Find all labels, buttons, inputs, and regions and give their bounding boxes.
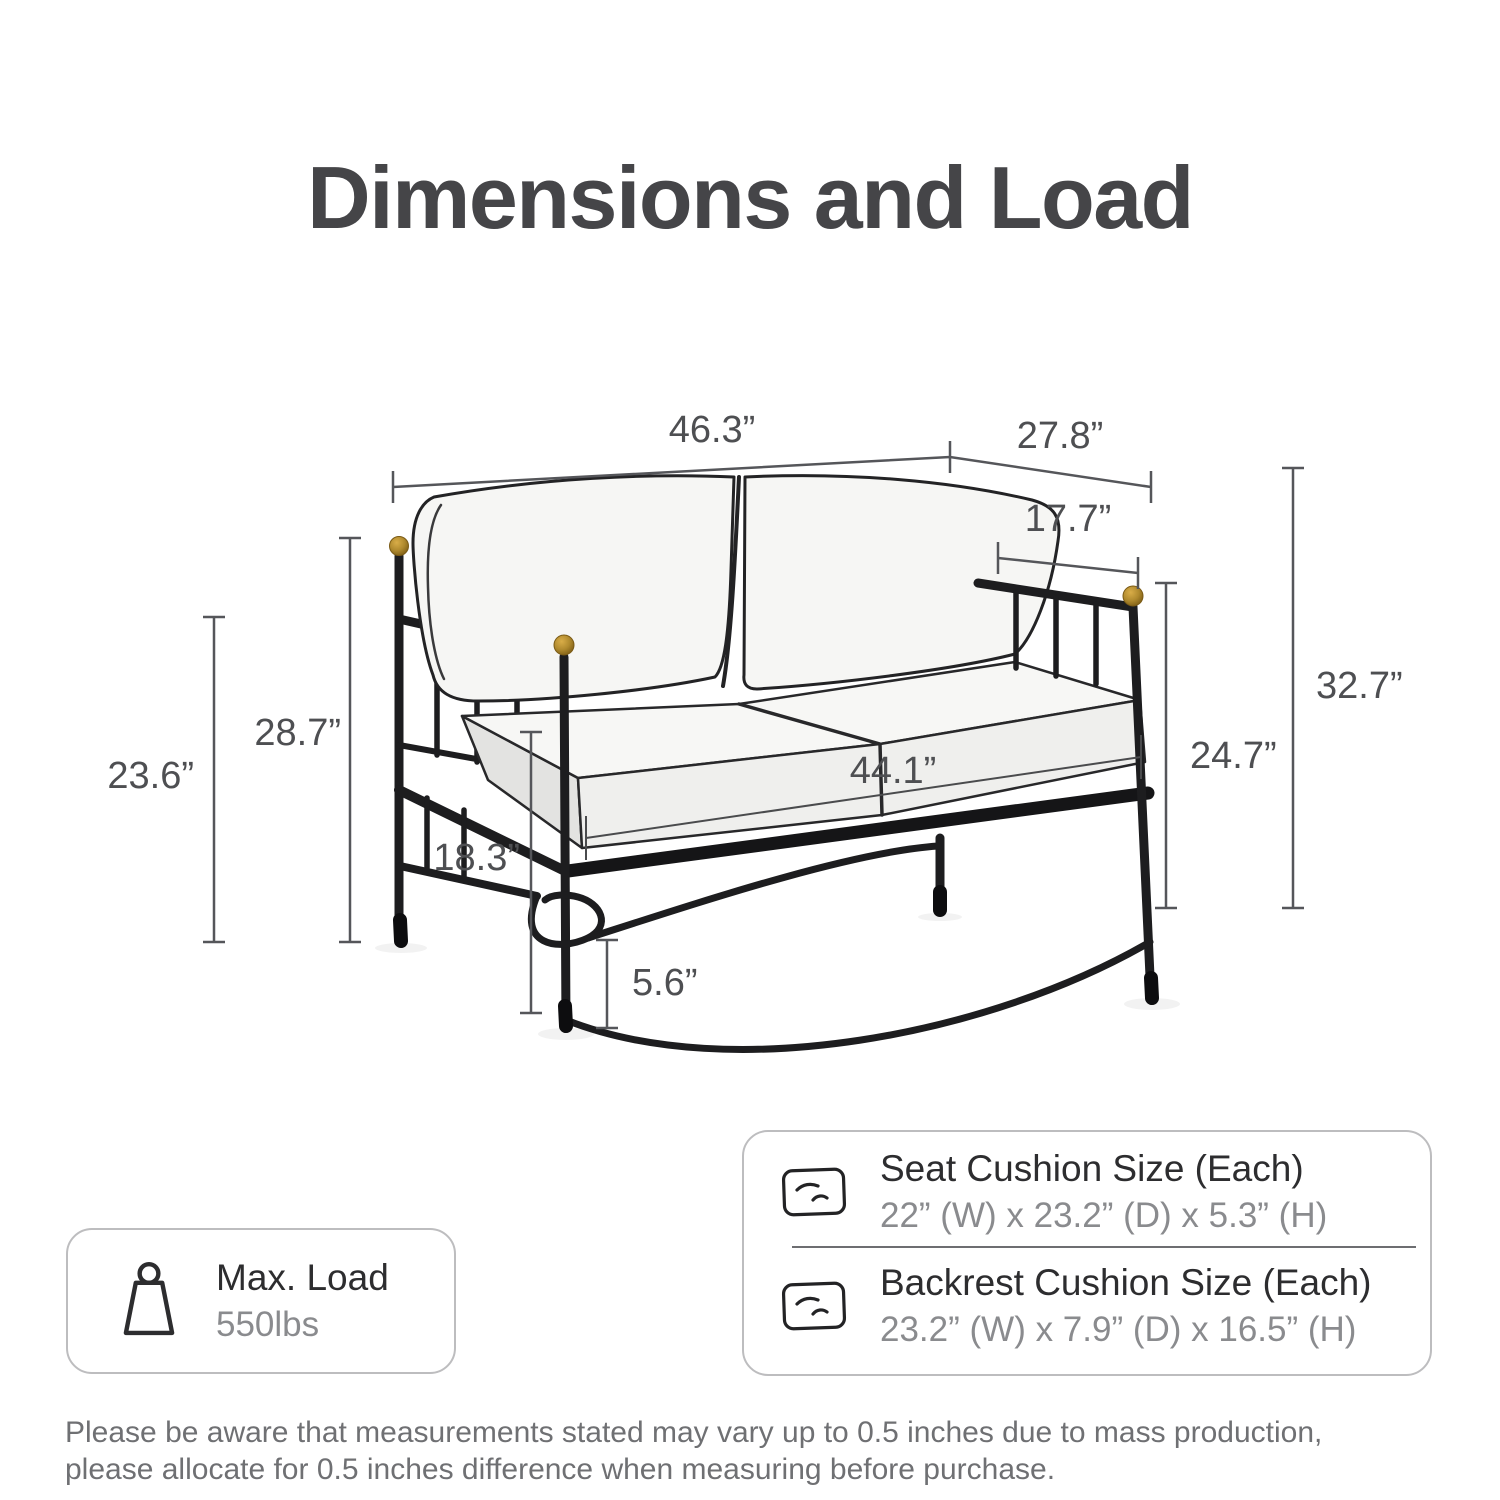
- loveseat-illustration: [375, 476, 1180, 1050]
- dim-label-total-height: 32.7”: [1316, 665, 1403, 707]
- seat-cushion-size: 22” (W) x 23.2” (D) x 5.3” (H): [880, 1196, 1328, 1236]
- backrest-cushion-icon: [780, 1278, 848, 1334]
- dim-total-height: [1282, 468, 1403, 908]
- dim-label-depth: 27.8”: [1016, 415, 1104, 457]
- backrest-cushion-row: [744, 1250, 1430, 1362]
- dim-label-backrest-height: 28.7”: [254, 712, 341, 754]
- dim-ground-clearance: [596, 940, 697, 1028]
- seat-cushion-title: Seat Cushion Size (Each): [880, 1147, 1304, 1189]
- disclaimer: [65, 1414, 1435, 1488]
- max-load-text: [216, 1257, 389, 1346]
- max-load-label: Max. Load: [216, 1256, 389, 1298]
- cushion-size-card: [742, 1130, 1432, 1376]
- backrest-cushion-size: 23.2” (W) x 7.9” (D) x 16.5” (H): [880, 1310, 1357, 1350]
- backrest-cushions: [413, 476, 1059, 701]
- finial-back-left: [390, 537, 409, 556]
- dim-backrest-height: [254, 538, 361, 942]
- dim-label-front-width: 46.3”: [668, 409, 756, 451]
- card-divider: [792, 1246, 1416, 1248]
- foot-shadows: [375, 913, 1180, 1040]
- dim-side-frame-height: [107, 617, 225, 942]
- curved-stretchers: [531, 846, 1150, 1049]
- finial-front-right: [1123, 586, 1143, 606]
- backrest-cushion-title: Backrest Cushion Size (Each): [880, 1261, 1372, 1303]
- dim-label-arm-height: 24.7”: [1190, 735, 1277, 777]
- seat-cushion-text: [880, 1148, 1327, 1237]
- disclaimer-line1: Please be aware that measurements stated may vary up to 0.5 inches due to mass production,: [65, 1416, 1323, 1449]
- backrest-cushion-right: [744, 476, 1059, 689]
- seat-cushion-row: [744, 1136, 1430, 1248]
- foot-caps: [400, 892, 1152, 1026]
- dim-label-seat-width: 44.1”: [849, 750, 937, 792]
- dim-label-seat-frame-depth-height: 18.3”: [433, 837, 520, 879]
- finial-front-left: [554, 635, 574, 655]
- dim-label-arm-top-length: 17.7”: [1024, 498, 1112, 540]
- backrest-cushion-left: [413, 476, 734, 701]
- weight-icon: [116, 1261, 182, 1341]
- dim-label-ground-clearance: 5.6”: [632, 962, 698, 1004]
- backrest-cushion-text: [880, 1262, 1371, 1351]
- disclaimer-line2: please allocate for 0.5 inches difference when measuring before purchase.: [65, 1453, 1056, 1486]
- max-load-value: 550lbs: [216, 1305, 320, 1345]
- max-load-card: [66, 1228, 456, 1374]
- dim-label-side-frame-height: 23.6”: [107, 755, 194, 797]
- dim-arm-height: [1155, 583, 1277, 908]
- page-title: Dimensions and Load: [307, 148, 1193, 247]
- seat-cushion-icon: [780, 1164, 848, 1220]
